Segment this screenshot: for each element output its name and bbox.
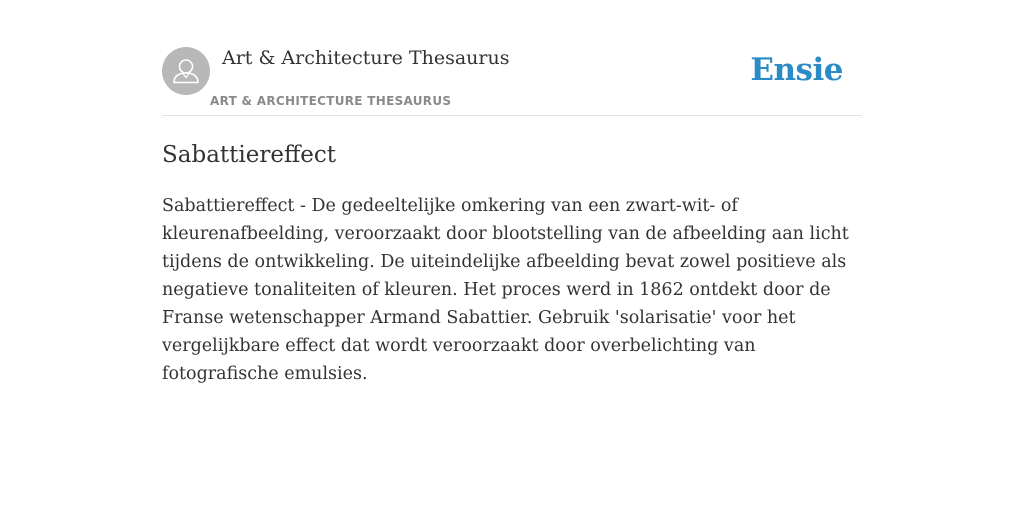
user-icon xyxy=(162,47,210,95)
page-header xyxy=(162,0,862,116)
author-subtitle: ART & ARCHITECTURE THESAURUS xyxy=(210,94,452,108)
entry-title: Sabattiereffect xyxy=(162,142,337,168)
author-name-link[interactable]: Art & Architecture Thesaurus xyxy=(222,47,510,69)
avatar[interactable] xyxy=(162,47,210,95)
entry-definition: Sabattiereffect - De gedeeltelijke omkering van een zwart-wit- of kleurenafbeelding, veroorzaakt door blootstelling van de afbeelding aan licht tijdens de ontwikkeling. De uiteindelijke afbeelding bevat zowel positieve als negatieve tonaliteiten of kleuren. Het proces werd in 1862 ontdekt door de Franse wetenschapper Armand Sabattier. Gebruik 'solarisatie' voor het vergelijkbare effect dat wordt veroorzaakt door overbelichting van fotografische emulsies. xyxy=(162,196,849,384)
page-container xyxy=(162,0,862,384)
brand-logo[interactable]: Ensie xyxy=(750,52,843,88)
